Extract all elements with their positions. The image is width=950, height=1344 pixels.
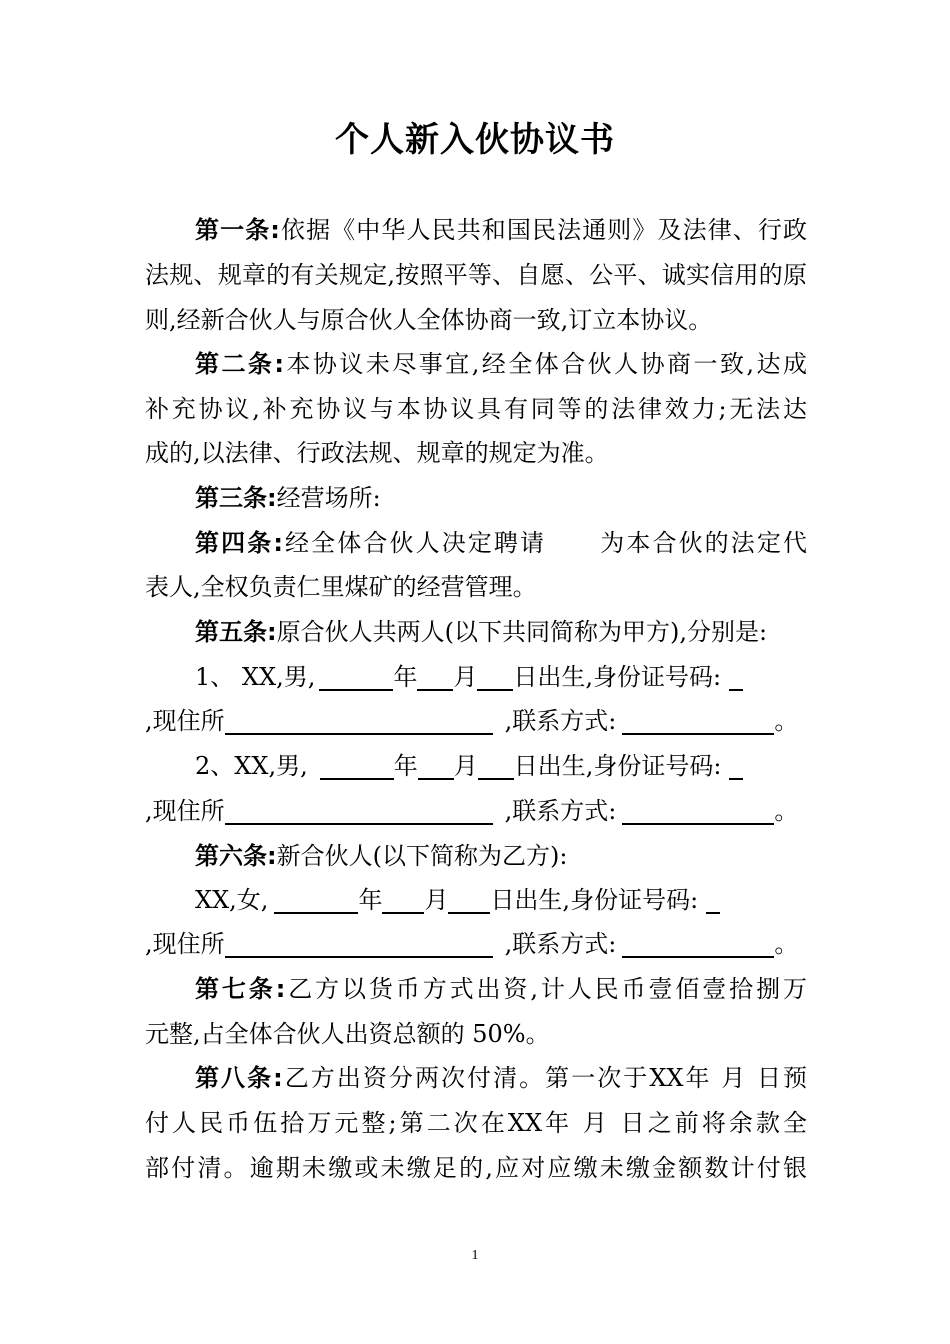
article-3-label: 第三条: (195, 484, 277, 512)
partner-1-birth-month-blank (417, 659, 453, 691)
article-6-line-1: 第六条:新合伙人(以下简称为乙方): (195, 842, 568, 870)
partner-2-contact-blank (622, 793, 774, 825)
partner-2-birth-day-blank (478, 748, 514, 780)
article-8-line-3: 部付清。逾期未缴或未缴足的,应对应缴未缴金额数计付银 (145, 1154, 807, 1182)
article-4-line-2: 表人,全权负责仁里煤矿的经营管理。 (145, 573, 537, 601)
partner-1-contact-blank (622, 703, 774, 735)
partner-1-birth-day-blank (477, 659, 513, 691)
article-1-line-3: 则,经新合伙人与原合伙人全体协商一致,订立本协议。 (145, 306, 713, 334)
article-1-line-1: 第一条:依据《中华人民共和国民法通则》及法律、行政 (195, 216, 807, 244)
partner-2-birth-month-blank (418, 748, 454, 780)
article-2-line-3: 成的,以法律、行政法规、规章的规定为准。 (145, 439, 609, 467)
article-2-label: 第二条: (195, 350, 284, 378)
article-7-line-2: 元整,占全体合伙人出资总额的 50%。 (145, 1020, 550, 1048)
article-4-line-1: 第四条:经全体合伙人决定聘请 为本合伙的法定代 (195, 529, 808, 557)
partner-2-line-2: ,现住所 ,联系方式: 。 (145, 789, 807, 833)
partner-1-id-blank (729, 659, 743, 691)
new-partner-line-1: XX,女, 年 月 日出生,身份证号码: (195, 878, 807, 922)
article-4-label: 第四条: (195, 529, 283, 557)
partner-1-line-2: ,现住所 ,联系方式: 。 (145, 699, 807, 743)
article-2-line-1: 第二条:本协议未尽事宜,经全体合伙人协商一致,达成 (195, 350, 807, 378)
partner-2-line-1: 2、XX,男, 年 月 日出生,身份证号码: (195, 744, 807, 788)
new-partner-contact-blank (622, 926, 774, 958)
article-8-line-2: 付人民币伍拾万元整;第二次在XX年 月 日之前将余款全 (145, 1109, 807, 1137)
new-partner-birth-day-blank (448, 882, 490, 914)
article-1-line-2: 法规、规章的有关规定,按照平等、自愿、公平、诚实信用的原 (145, 261, 807, 289)
partner-2-address-blank (225, 793, 493, 825)
article-7-label: 第七条: (195, 975, 286, 1003)
partner-2-birth-year-blank (320, 748, 394, 780)
new-partner-birth-month-blank (382, 882, 424, 914)
document-title: 个人新入伙协议书 (335, 120, 615, 160)
new-partner-birth-year-blank (274, 882, 358, 914)
partner-1-birth-year-blank (319, 659, 393, 691)
article-3-line: 第三条:经营场所: (195, 484, 381, 512)
new-partner-id-blank (706, 882, 720, 914)
article-1-label: 第一条: (195, 216, 280, 244)
article-2-line-2: 补充协议,补充协议与本协议具有同等的法律效力;无法达 (145, 395, 807, 423)
partner-1-address-blank (225, 703, 493, 735)
partner-2-id-blank (729, 748, 743, 780)
article-8-line-1: 第八条:乙方出资分两次付清。第一次于XX年 月 日预 (195, 1064, 807, 1092)
new-partner-line-2: ,现住所 ,联系方式: 。 (145, 922, 807, 966)
partner-1-line-1: 1、 XX,男, 年 月 日出生,身份证号码: (195, 655, 807, 699)
article-5-label: 第五条: (195, 618, 277, 646)
article-6-label: 第六条: (195, 842, 277, 870)
article-7-line-1: 第七条:乙方以货币方式出资,计人民币壹佰壹拾捌万 (195, 975, 807, 1003)
article-8-label: 第八条: (195, 1064, 283, 1092)
page-number: 1 (471, 1248, 479, 1263)
article-5-line-1: 第五条:原合伙人共两人(以下共同简称为甲方),分别是: (195, 618, 768, 646)
new-partner-address-blank (225, 926, 493, 958)
